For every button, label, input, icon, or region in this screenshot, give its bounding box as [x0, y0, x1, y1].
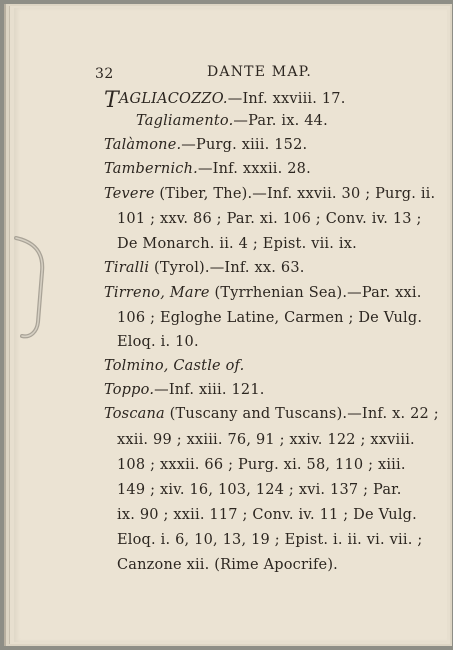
entry-continuation — [117, 507, 417, 523]
entry-reference: —Inf. xxxii. 28. — [197, 161, 311, 177]
entry-headword: Tiralli — [104, 260, 150, 276]
entry-tagliamento — [136, 113, 328, 129]
entry-reference: —Inf. xxviii. 17. — [227, 91, 346, 107]
entry-tirreno — [104, 285, 422, 301]
entry-reference: —Inf. xiii. 121. — [154, 382, 265, 398]
entry-continuation — [117, 432, 415, 448]
entry-headword: Tevere — [104, 186, 155, 202]
entry-reference: 101 ; xxv. 86 ; Par. xi. 106 ; Conv. iv. 13 ; — [117, 211, 422, 227]
entry-reference: Canzone xii. (Rime Apocrife). — [117, 557, 338, 573]
book-page — [14, 8, 447, 642]
entry-talamone — [104, 137, 307, 153]
entry-headword: Tambernich. — [104, 161, 198, 177]
entry-tevere — [104, 186, 435, 202]
entry-reference: —Par. ix. 44. — [233, 113, 328, 129]
entry-reference: (Tuscany and Tuscans).—Inf. x. 22 ; — [164, 406, 439, 422]
entry-continuation — [117, 557, 338, 573]
entry-toscana — [104, 406, 439, 422]
entry-toppo — [104, 382, 265, 398]
entry-tagliacozzo — [104, 88, 346, 113]
entry-continuation — [117, 211, 422, 227]
entry-headword: Talàmone. — [104, 137, 182, 153]
entry-headword: Tolmino, Castle of. — [104, 358, 245, 374]
entry-reference: (Tiber, The).—Inf. xxvii. 30 ; Purg. ii. — [154, 186, 436, 202]
entry-reference: De Monarch. ii. 4 ; Epist. vii. ix. — [117, 236, 357, 252]
entry-reference: (Tyrol).—Inf. xx. 63. — [149, 260, 305, 276]
entry-reference: xxii. 99 ; xxiii. 76, 91 ; xxiv. 122 ; xxviii. — [117, 432, 415, 448]
entry-headword: Toppo. — [104, 382, 155, 398]
running-title: DANTE MAP. — [207, 64, 313, 80]
entry-reference: ix. 90 ; xxii. 117 ; Conv. iv. 11 ; De Vulg. — [117, 507, 417, 523]
entry-reference: Eloq. i. 6, 10, 13, 19 ; Epist. i. ii. vi. vii. ; — [117, 532, 423, 548]
entry-continuation — [117, 334, 199, 350]
entry-reference: 149 ; xiv. 16, 103, 124 ; xvi. 137 ; Par. — [117, 482, 402, 498]
page-content — [14, 8, 447, 642]
entry-reference: 108 ; xxxii. 66 ; Purg. xi. 58, 110 ; xiii. — [117, 457, 406, 473]
entry-continuation — [117, 236, 357, 252]
entry-headword: Toscana — [104, 406, 165, 422]
entry-reference: —Purg. xiii. 152. — [181, 137, 308, 153]
entry-reference: (Tyrrhenian Sea).—Par. xxi. — [209, 285, 422, 301]
entry-reference: Eloq. i. 10. — [117, 334, 199, 350]
entry-continuation — [117, 532, 422, 548]
entry-reference: 106 ; Egloghe Latine, Carmen ; De Vulg. — [117, 310, 423, 326]
entry-headword: AGLIACOZZO. — [118, 91, 228, 107]
entry-continuation — [117, 310, 422, 326]
entry-tolmino — [104, 358, 244, 374]
entry-tiralli — [104, 260, 305, 276]
page-number: 32 — [95, 66, 114, 82]
entry-headword: Tirreno, Mare — [104, 285, 210, 301]
entry-continuation — [117, 457, 406, 473]
entry-continuation — [117, 482, 402, 498]
drop-initial: T — [104, 88, 119, 113]
entry-headword: Tagliamento. — [136, 113, 234, 129]
entry-tambernich — [104, 161, 311, 177]
